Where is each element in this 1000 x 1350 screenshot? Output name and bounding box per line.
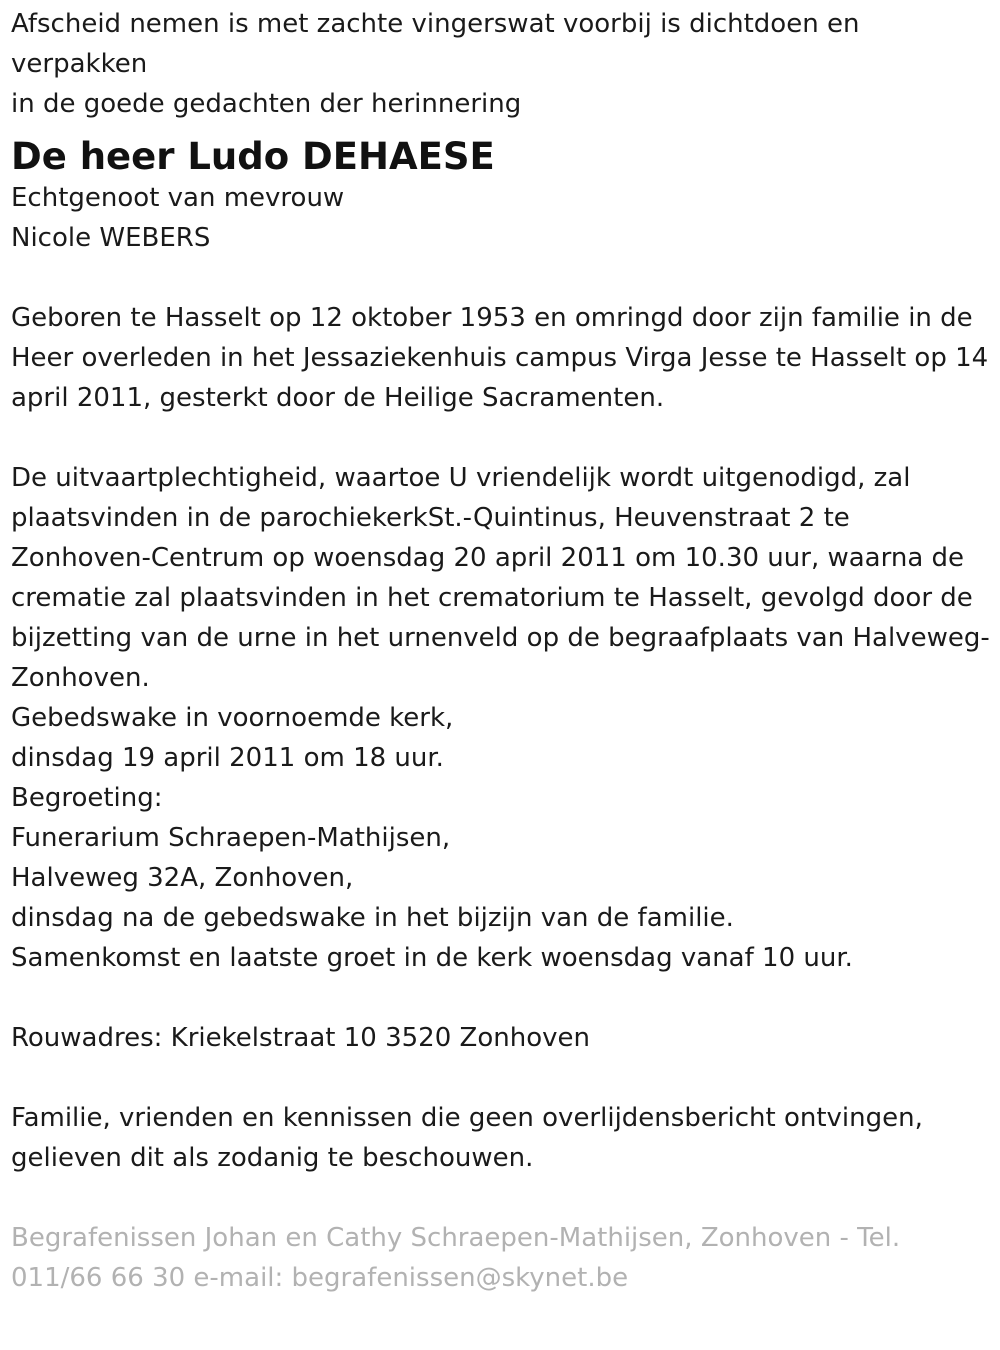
ceremony-section [11, 458, 990, 978]
spacer [11, 1058, 990, 1098]
wake-line-1: Gebedswake in voornoemde kerk, [11, 703, 454, 733]
spacer [11, 1178, 990, 1218]
intro-line-2: verpakken [11, 49, 148, 79]
greeting-label: Begroeting: [11, 783, 163, 813]
spacer [11, 978, 990, 1018]
spacer [11, 258, 990, 298]
intro-line-1: Afscheid nemen is met zachte vingerswat voorbij is dichtdoen en [11, 9, 860, 39]
footer-line-2: 011/66 66 30 e-mail: begrafenissen@skynet.be [11, 1263, 629, 1293]
notice-paragraph [11, 1098, 990, 1178]
deceased-name: De heer Ludo DEHAESE [11, 135, 495, 178]
gathering-text: Samenkomst en laatste groet in de kerk woensdag vanaf 10 uur. [11, 943, 853, 973]
spacer [11, 418, 990, 458]
footer-line-1: Begrafenissen Johan en Cathy Schraepen-Mathijsen, Zonhoven - Tel. [11, 1223, 901, 1253]
ceremony-text: De uitvaartplechtigheid, waartoe U vriendelijk wordt uitgenodigd, zal plaatsvinden in de parochiekerkSt.-Quintinus, Heuvenstraat 2 te Zonhoven-Centrum op woensdag 20 april 2011 om 10.30 uur, waarna de crematie zal plaatsvinden in het crematorium te Hasselt, gevolgd door de bijzetting van de urne in het urnenveld op de begraafplaats van Halveweg-Zonhoven. [11, 463, 990, 693]
birth-death-text: Geboren te Hasselt op 12 oktober 1953 en omringd door zijn familie in de Heer overleden in het Jessaziekenhuis campus Virga Jesse te Hasselt op 14 april 2011, gesterkt door de Heilige Sacramenten. [11, 303, 989, 413]
greeting-address: Halveweg 32A, Zonhoven, [11, 863, 354, 893]
birth-death-paragraph [11, 298, 990, 418]
mourning-address: Rouwadres: Kriekelstraat 10 3520 Zonhoven [11, 1023, 590, 1053]
intro-poem [11, 4, 990, 124]
mourning-address-block [11, 1018, 990, 1058]
spouse-info [11, 178, 990, 258]
undertaker-footer [11, 1218, 990, 1298]
greeting-time: dinsdag na de gebedswake in het bijzijn van de familie. [11, 903, 734, 933]
intro-line-3: in de goede gedachten der herinnering [11, 89, 522, 119]
notice-text: Familie, vrienden en kennissen die geen overlijdensbericht ontvingen, gelieven dit als zodanig te beschouwen. [11, 1103, 923, 1173]
wake-line-2: dinsdag 19 april 2011 om 18 uur. [11, 743, 444, 773]
relation-text: Echtgenoot van mevrouw [11, 183, 345, 213]
greeting-place: Funerarium Schraepen-Mathijsen, [11, 823, 451, 853]
spouse-name: Nicole WEBERS [11, 223, 211, 253]
